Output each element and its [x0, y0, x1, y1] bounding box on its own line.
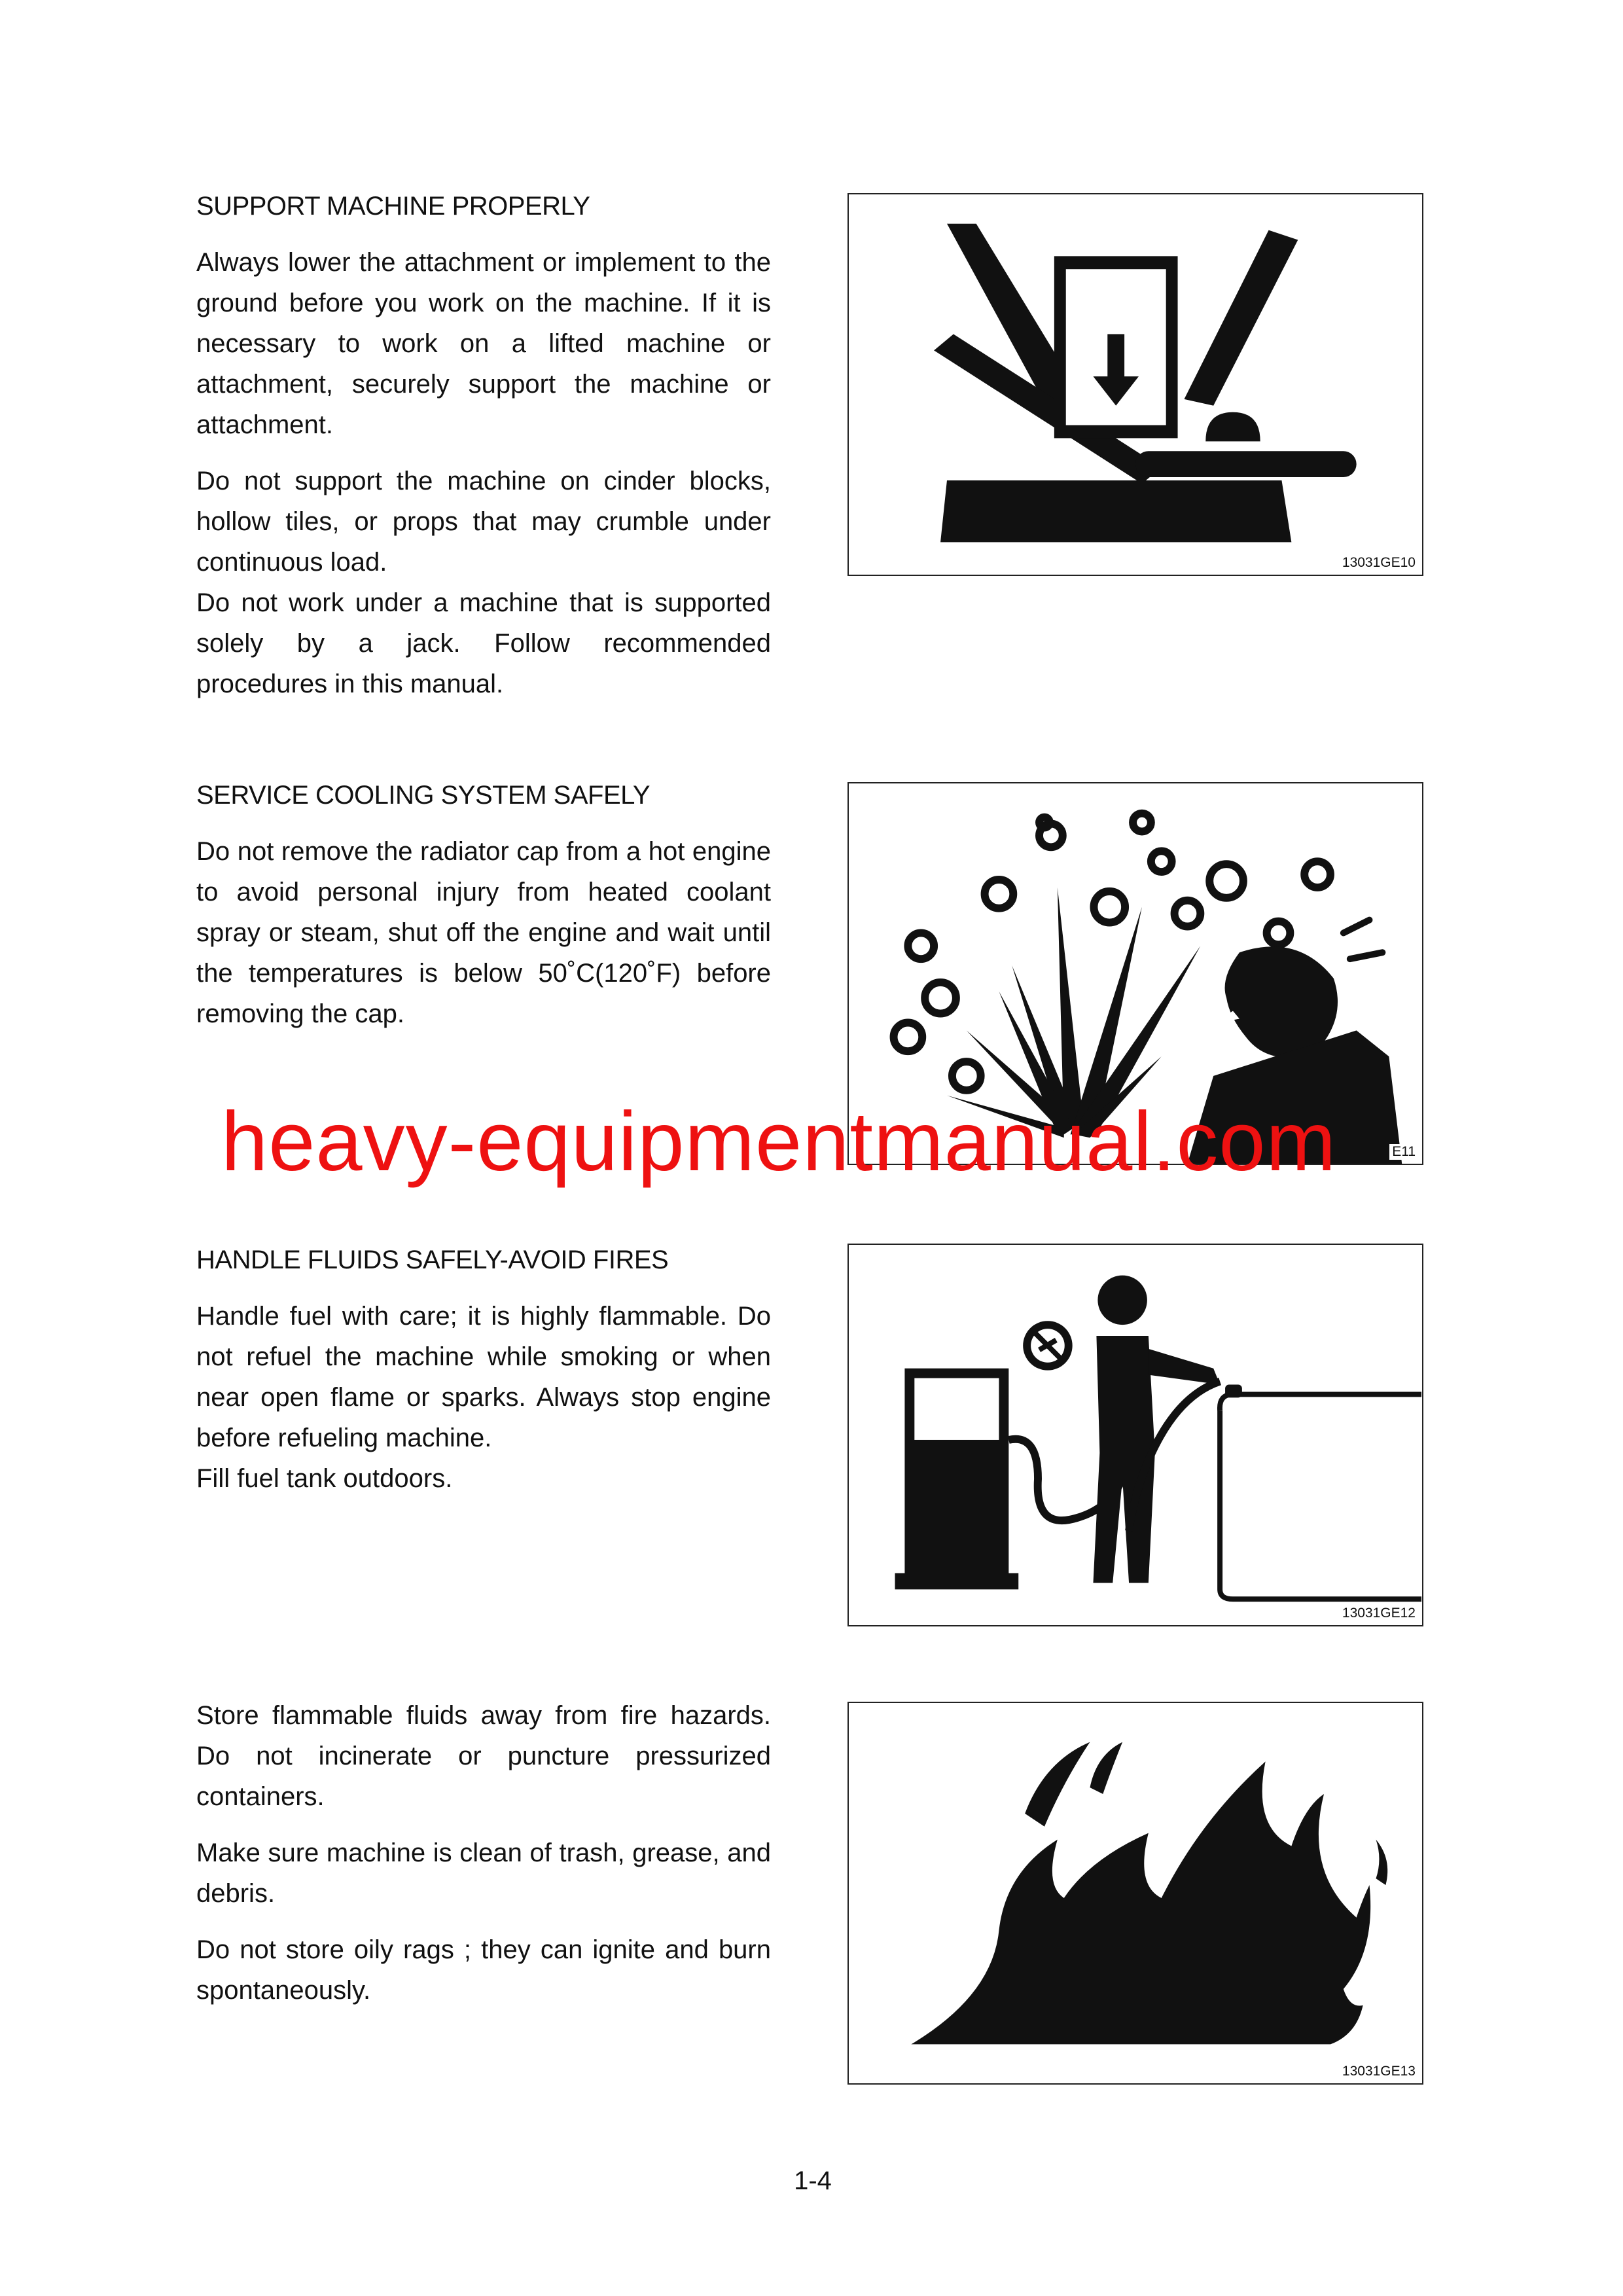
section-heading: SERVICE COOLING SYSTEM SAFELY: [196, 781, 651, 810]
paragraph: Make sure machine is clean of trash, grease, and debris.: [196, 1839, 771, 1908]
paragraph: Do not work under a machine that is supported solely by a jack. Follow recommended procedures in this manual.: [196, 588, 771, 698]
paragraph: Fill fuel tank outdoors.: [196, 1464, 453, 1493]
paragraph: Do not store oily rags ; they can ignite and burn spontaneously.: [196, 1935, 771, 2005]
fire-icon: [849, 1703, 1422, 2083]
paragraph: Handle fuel with care; it is highly flammable. Do not refuel the machine while smoking or when near open flame or sparks. Always stop engine before refueling machine.: [196, 1302, 771, 1452]
section-flammable-storage: [196, 1695, 771, 2026]
paragraph: Always lower the attachment or implement to the ground before you work on the machine. If it is necessary to work on a lifted machine or attachment, securely support the machine or attachment.: [196, 248, 771, 439]
crush-hazard-icon: [849, 194, 1422, 575]
paragraph: Do not support the machine on cinder blocks, hollow tiles, or props that may crumble under continuous load.: [196, 467, 771, 577]
figure-fire: [847, 1702, 1423, 2085]
figure-crush-hazard: [847, 193, 1423, 576]
section-handle-fluids: [196, 1244, 771, 1515]
paragraph: Do not remove the radiator cap from a hot engine to avoid personal injury from heated coolant spray or steam, shut off the engine and wait until the temperatures is below 50˚C(120˚F) before removing the cap.: [196, 837, 771, 1028]
figure-refueling: [847, 1244, 1423, 1626]
section-cooling-system: [196, 779, 771, 1050]
figure-code: E11: [1389, 1144, 1416, 1160]
figure-code: 13031GE13: [1340, 2064, 1416, 2079]
section-support-machine: [196, 190, 771, 720]
figure-code: 13031GE10: [1340, 555, 1416, 571]
section-heading: HANDLE FLUIDS SAFELY-AVOID FIRES: [196, 1246, 669, 1274]
watermark: heavy-equipmentmanual.com: [221, 1095, 1337, 1189]
refueling-icon: [849, 1245, 1422, 1625]
page-number: 1-4: [794, 2166, 832, 2195]
section-heading: SUPPORT MACHINE PROPERLY: [196, 192, 590, 221]
figure-code: 13031GE12: [1340, 1605, 1416, 1621]
paragraph: Store flammable fluids away from fire hazards. Do not incinerate or puncture pressurized containers.: [196, 1701, 771, 1811]
